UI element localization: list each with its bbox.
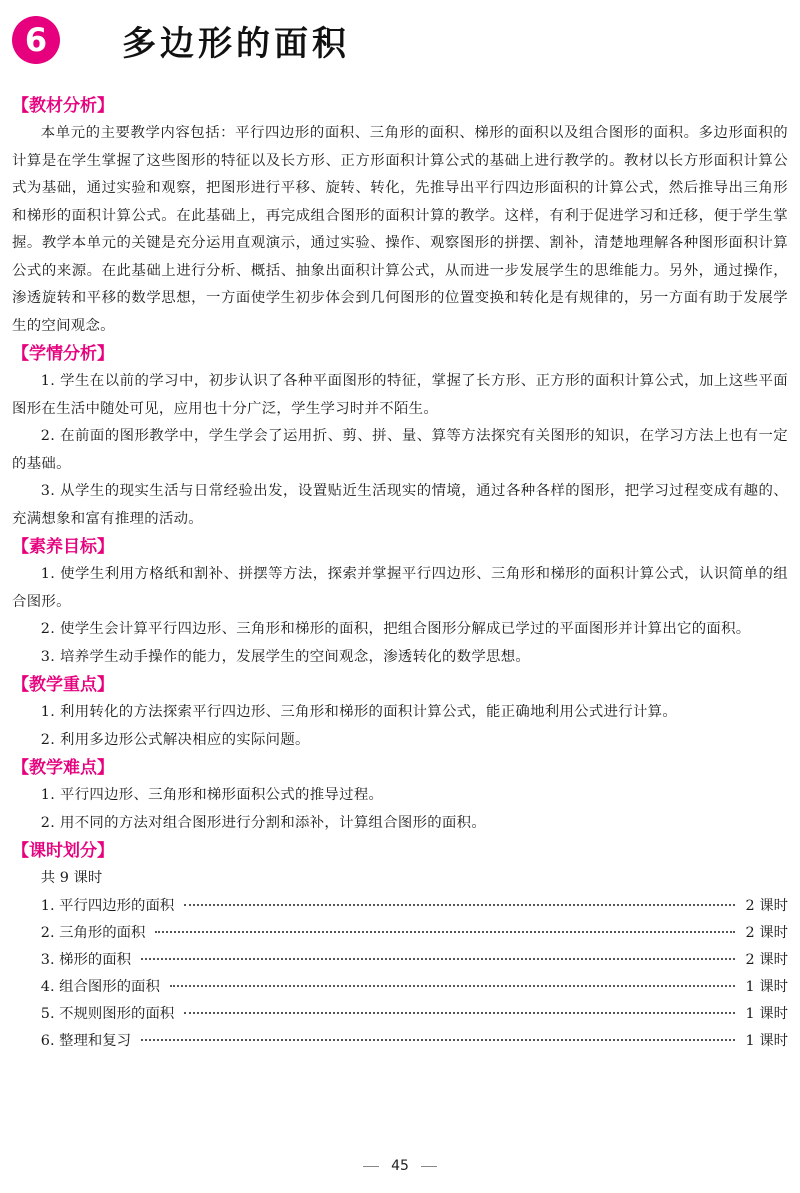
lesson-hours: 2 课时: [745, 924, 788, 941]
lesson-row: [12, 920, 788, 947]
leader-dots: [184, 904, 735, 906]
chapter-title: 多边形的面积: [122, 23, 350, 64]
section-heading-analysis: 【教材分析】: [12, 96, 114, 116]
leader-dots: [184, 1012, 735, 1014]
goal-item: 3. 培养学生动手操作的能力，发展学生的空间观念，渗透转化的数学思想。: [40, 648, 531, 665]
lesson-row: [12, 1028, 788, 1055]
difficulty-item: 1. 平行四边形、三角形和梯形面积公式的推导过程。: [40, 787, 384, 803]
section-heading-key-points: 【教学重点】: [12, 675, 114, 695]
learner-item: 1. 学生在以前的学习中，初步认识了各种平面图形的特征，掌握了长方形、正方形的面积计算公式，加上这些平面图形在生活中随处可见，应用也十分广泛，学生学习时并不陌生。: [12, 373, 788, 417]
goal-item: 1. 使学生利用方格纸和割补、拼摆等方法，探索并掌握平行四边形、三角形和梯形的面积计算公式，认识简单的组合图形。: [12, 566, 788, 610]
section-heading-schedule: 【课时划分】: [12, 841, 114, 861]
lesson-label: 4. 组合图形的面积: [40, 978, 160, 995]
lesson-label: 3. 梯形的面积: [40, 951, 132, 968]
schedule-total: 共 9 课时: [40, 870, 103, 886]
lesson-row: [12, 1001, 788, 1028]
lesson-label: 5. 不规则图形的面积: [40, 1005, 175, 1022]
difficulty-item: 2. 用不同的方法对组合图形进行分割和添补，计算组合图形的面积。: [40, 814, 487, 831]
lesson-hours: 1 课时: [745, 1032, 788, 1049]
lesson-row: [12, 947, 788, 974]
lesson-row: [12, 974, 788, 1001]
footer-dash-right: [421, 1166, 437, 1167]
lesson-hours: 2 课时: [745, 897, 788, 914]
section-heading-learner: 【学情分析】: [12, 344, 114, 364]
key-point-item: 1. 利用转化的方法探索平行四边形、三角形和梯形的面积计算公式，能正确地利用公式进行计算。: [40, 704, 678, 720]
section-heading-difficulties: 【教学难点】: [12, 758, 114, 778]
leader-dots: [141, 1039, 735, 1041]
lesson-hours: 1 课时: [745, 1005, 788, 1022]
lesson-label: 1. 平行四边形的面积: [40, 897, 175, 914]
learner-item: 2. 在前面的图形教学中，学生学会了运用折、剪、拼、量、算等方法探究有关图形的知识，在学习方法上也有一定的基础。: [12, 428, 788, 472]
lesson-label: 6. 整理和复习: [40, 1032, 132, 1049]
section-heading-goals: 【素养目标】: [12, 537, 114, 557]
goal-item: 2. 使学生会计算平行四边形、三角形和梯形的面积，把组合图形分解成已学过的平面图形并计算出它的面积。: [40, 621, 751, 637]
page-footer: [0, 1158, 800, 1174]
learner-item: 3. 从学生的现实生活与日常经验出发，设置贴近生活现实的情境，通过各种各样的图形，把学习过程变成有趣的、充满想象和富有推理的活动。: [12, 483, 788, 527]
lesson-row: [12, 893, 788, 920]
page-number: 45: [391, 1158, 409, 1174]
lesson-hours: 2 课时: [745, 951, 788, 968]
chapter-header: [12, 12, 350, 68]
lesson-hours: 1 课时: [745, 978, 788, 995]
leader-dots: [170, 985, 736, 987]
footer-dash-left: [363, 1166, 379, 1167]
page-content: [12, 92, 788, 1055]
leader-dots: [155, 931, 735, 933]
key-point-item: 2. 利用多边形公式解决相应的实际问题。: [40, 731, 310, 748]
analysis-paragraph: 本单元的主要教学内容包括：平行四边形的面积、三角形的面积、梯形的面积以及组合图形的面积。多边形面积的计算是在学生掌握了这些图形的特征以及长方形、正方形面积计算公式的基础上进行教学的。教材以长方形面积计算公式为基础，通过实验和观察，把图形进行平移、旋转、转化，先推导出平行四边形面积的计算公式，然后推导出三角形和梯形的面积计算公式。在此基础上，再完成组合图形的面积计算的教学。这样，有利于促进学习和迁移，便于学生掌握。教学本单元的关键是充分运用直观演示，通过实验、操作、观察图形的拼摆、割补，清楚地理解各种图形面积计算公式的来源。在此基础上进行分析、概括、抽象出面积计算公式，从而进一步发展学生的思维能力。另外，通过操作，渗透旋转和平移的数学思想，一方面使学生初步体会到几何图形的位置变换和转化是有规律的，另一方面有助于发展学生的空间观念。: [12, 125, 788, 334]
leader-dots: [141, 958, 735, 960]
chapter-number-badge: 6: [12, 16, 60, 64]
lesson-label: 2. 三角形的面积: [40, 924, 146, 941]
